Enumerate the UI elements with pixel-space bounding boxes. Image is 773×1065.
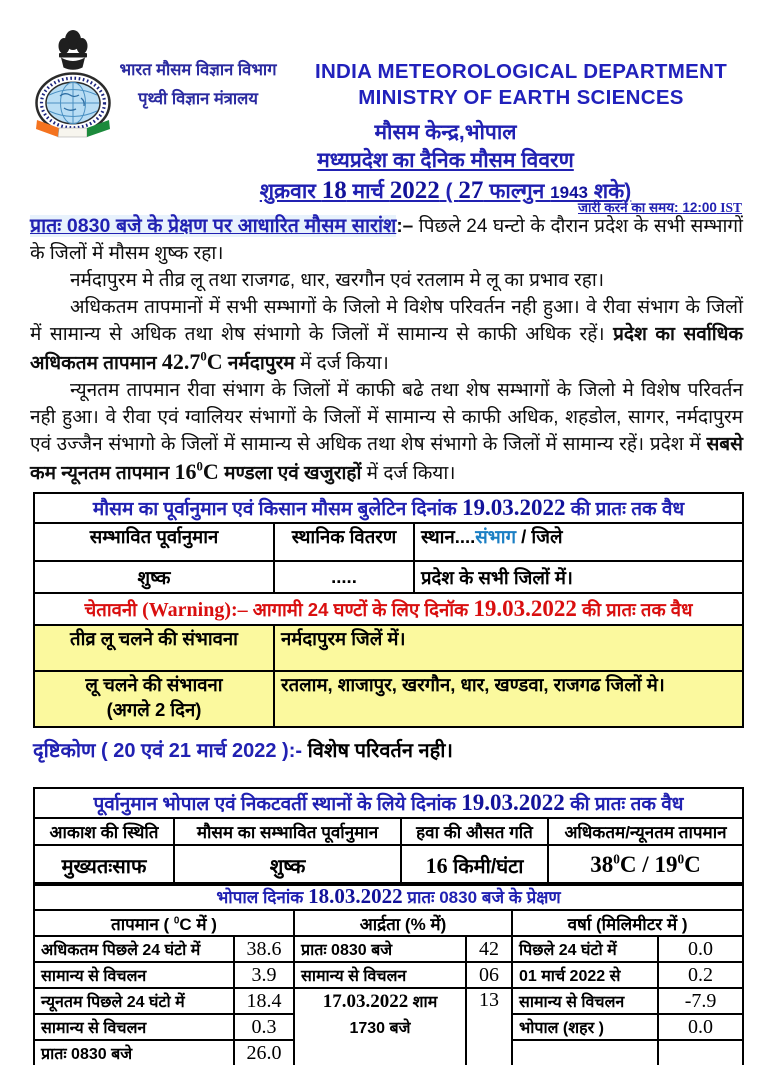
- severe-heatwave-label: तीव्र लू चलने की संभावना: [34, 625, 274, 671]
- col-header-temp: अधिकतम/न्यूनतम तापमान: [548, 818, 743, 845]
- group-header-temperature: तापमान ( $^0$C में ): [34, 910, 294, 936]
- col-header-weather: मौसम का सम्भावित पूर्वानुमान: [174, 818, 401, 845]
- group-header-rainfall: वर्षा (मिलिमीटर में ): [512, 910, 743, 936]
- rain-label: सामान्य से विचलन: [512, 988, 658, 1014]
- col-header-distribution: स्थानिक वितरण: [274, 523, 414, 561]
- summary-para2: नर्मदापुरम मे तीव्र लू तथा राजगढ, धार, खरगौन एवं रतलाम मे लू का प्रभाव रहा।: [70, 270, 605, 291]
- dept-english-line1: INDIA METEOROLOGICAL DEPARTMENT: [314, 60, 728, 83]
- humidity-label: सामान्य से विचलन: [294, 962, 466, 988]
- temp-value: 0.3: [234, 1014, 294, 1040]
- warning-row: चेतावनी (Warning):– आगामी 24 घण्टों के लिए दिनॉक 19.03.2022 की प्रातः तक वैध: [34, 593, 743, 625]
- dept-name-english: [293, 59, 749, 111]
- weather-summary: [30, 213, 743, 487]
- rain-label: [512, 1040, 658, 1065]
- distribution-value: .....: [274, 561, 414, 593]
- heatwave-area: रतलाम, शाजापुर, खरगौन, धार, खण्डवा, राजगढ जिलों मे।: [274, 671, 743, 727]
- observation-table: [33, 882, 744, 1065]
- bhopal-forecast-table: [33, 787, 744, 886]
- temp-value: 26.0: [234, 1040, 294, 1065]
- min-temp-value: $16^0C$: [174, 459, 219, 484]
- forecast-table: [33, 492, 744, 728]
- rain-value: 0.0: [658, 936, 743, 962]
- humidity-value: 42: [466, 936, 512, 962]
- group-header-humidity: आर्द्रता (% में): [294, 910, 512, 936]
- rain-value: -7.9: [658, 988, 743, 1014]
- heatwave-label: लू चलने की संभावना (अगले 2 दिन): [34, 671, 274, 727]
- summary-para1: प्रातः 0830 बजे के प्रेक्षण पर आधारित मौसम सारांश:– पिछले 24 घन्टो के दौरान प्रदेश के सभी सम्भागों के जिलों में मौसम शुष्क रहा।: [30, 215, 743, 264]
- rain-value: 0.2: [658, 962, 743, 988]
- rain-label: 01 मार्च 2022 से: [512, 962, 658, 988]
- temp-value: 18.4: [234, 988, 294, 1014]
- col-header-forecast: सम्भावित पूर्वानुमान: [34, 523, 274, 561]
- col-header-wind: हवा की औसत गति: [401, 818, 548, 845]
- temp-value: 3.9: [234, 962, 294, 988]
- humidity-value: 06: [466, 962, 512, 988]
- humidity-evening-label: 17.03.2022 शाम 1730 बजे: [294, 988, 466, 1065]
- col-header-place: स्थान....संभाग / जिले: [414, 523, 743, 561]
- sky-value: मुख्यतःसाफ: [34, 845, 174, 885]
- heatwave-row: [34, 671, 743, 727]
- outlook-line: दृष्टिकोण ( 20 एवं 21 मार्च 2022 ):- विशेष परिवर्तन नही।: [33, 740, 453, 762]
- temp-label: न्यूनतम पिछले 24 घंटो में: [34, 988, 234, 1014]
- temp-label: सामान्य से विचलन: [34, 962, 234, 988]
- forecast-value: शुष्क: [34, 561, 274, 593]
- severe-heatwave-area: नर्मदापुरम जिलें में।: [274, 625, 743, 671]
- dept-english-line2: MINISTRY OF EARTH SCIENCES: [358, 86, 684, 109]
- place-value: प्रदेश के सभी जिलों में।: [414, 561, 743, 593]
- bulletin-title: मध्यप्रदेश का दैनिक मौसम विवरण: [317, 149, 574, 172]
- temp-label: सामान्य से विचलन: [34, 1014, 234, 1040]
- observation-title: भोपाल दिनांक 18.03.2022 प्रातः 0830 बजे के प्रेक्षण: [34, 883, 743, 910]
- obs-row-2: [34, 962, 743, 988]
- severe-heatwave-row: [34, 625, 743, 671]
- rain-label: पिछले 24 घंटो में: [512, 936, 658, 962]
- max-min-temp-value: $38^0C / 19^0C$: [548, 845, 743, 885]
- dept-hindi-line1: भारत मौसम विज्ञान विभाग: [119, 61, 277, 79]
- max-temp-value: 42.7$^0$C: [161, 349, 223, 374]
- temp-value: 38.6: [234, 936, 294, 962]
- bulletin-header: [0, 119, 773, 208]
- humidity-evening-value: 13: [466, 988, 512, 1065]
- wind-value: 16 किमी/घंटा: [401, 845, 548, 885]
- obs-row-1: [34, 936, 743, 962]
- rain-label: भोपाल (शहर ): [512, 1014, 658, 1040]
- bhopal-forecast-title: पूर्वानुमान भोपाल एवं निकटवर्ती स्थानों के लिये दिनांक 19.03.2022 की प्रातः तक वैध: [34, 788, 743, 818]
- summary-para3: अधिकतम तापमानों में सभी सम्भागों के जिलो मे विशेष परिवर्तन नही हुआ। वे रीवा संभाग के जिलों में सामान्य से अधिक तथा शेष संभागो के जिलों में सामान्य से काफी अधिक रहें। प्रदेश का सर्वाधिक अधिकतम तापमान 42.7$^0$C नर्मदापुरम में दर्ज किया।: [30, 297, 743, 374]
- col-header-sky: आकाश की स्थिति: [34, 818, 174, 845]
- weather-value: शुष्क: [174, 845, 401, 885]
- temp-label: अधिकतम पिछले 24 घंटो में: [34, 936, 234, 962]
- date-line: शुक्रवार 18 मार्च 2022 ( 27 फाल्गुन 1943 शके): [259, 177, 632, 204]
- dept-hindi-line2: पृथ्वी विज्ञान मंत्रालय: [138, 90, 258, 108]
- obs-row-3: [34, 988, 743, 1014]
- issue-time: जारी करने का समय: 12:00 IST: [578, 200, 742, 215]
- summary-heading: प्रातः 0830 बजे के प्रेक्षण पर आधारित मौसम सारांश: [30, 215, 397, 237]
- ashoka-lions-icon: [59, 30, 88, 70]
- temp-label: प्रातः 0830 बजे: [34, 1040, 234, 1065]
- rain-value: 0.0: [658, 1014, 743, 1040]
- summary-para4: न्यूनतम तापमान रीवा संभाग के जिलों में काफी बढे तथा शेष सम्भागों के जिलो मे विशेष परिवर्तन नही हुआ। वे रीवा एवं ग्वालियर संभागों के जिलों में सामान्य से काफी अधिक, शहडोल, सागर, नर्मदापुरम एवं उज्जैन संभागो के जिलों में सामान्य से अधिक तथा शेष संभागो के जिलों में सामान्य रहें। प्रदेश में सबसे कम न्यूनतम तापमान $16^0C$ मण्डला एवं खजुराहों में दर्ज किया।: [30, 380, 743, 484]
- forecast-table-title: मौसम का पूर्वानुमान एवं किसान मौसम बुलेटिन दिनांक 19.03.2022 की प्रातः तक वैध: [34, 493, 743, 523]
- dept-name-hindi: [100, 56, 296, 114]
- rain-value: [658, 1040, 743, 1065]
- center-name: मौसम केन्द्र,भोपाल: [374, 121, 517, 144]
- humidity-label: प्रातः 0830 बजे: [294, 936, 466, 962]
